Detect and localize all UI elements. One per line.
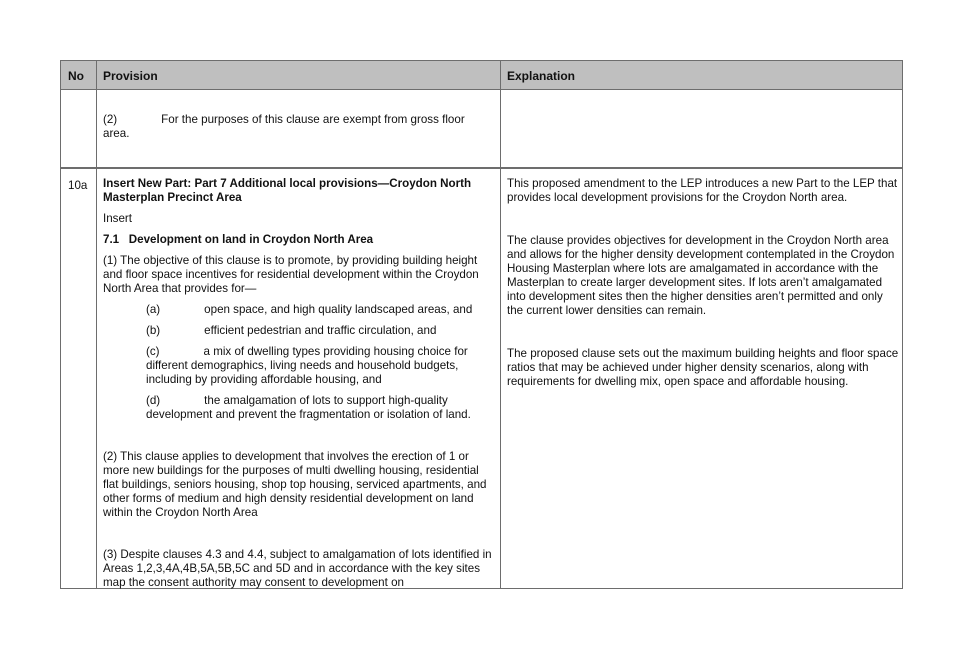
subclause-1: (1) The objective of this clause is to promote, by providing building height and floor space incentives for residential development within the Croydon North Area that provides for— <box>103 254 479 295</box>
subclause-3: (3) Despite clauses 4.3 and 4.4, subject to amalgamation of lots identified in Areas 1,2,3,4A,4B,5A,5B,5C and 5D and in accordance with the key sites map the consent authority may consent to development on <box>103 548 492 589</box>
subclause-1-items <box>146 303 493 422</box>
subclause-2: (2) This clause applies to development that involves the erection of 1 or more new buildings for the purposes of multi dwelling housing, residential flat buildings, seniors housing, shop top housing, serviced apartments, and other forms of medium and high density residential development on land within the Croydon North Area <box>103 450 487 519</box>
table-header-row <box>61 61 902 90</box>
row-divider <box>61 167 902 169</box>
list-item: (c) a mix of dwelling types providing housing choice for different demographics, living needs and household budgets, including by providing affordable housing, and <box>146 345 468 386</box>
provisions-table <box>60 60 903 589</box>
header-no: No <box>68 69 84 83</box>
column-divider <box>500 61 501 588</box>
list-item: (d) the amalgamation of lots to support high-quality development and prevent the fragmentation or isolation of land. <box>146 394 471 421</box>
list-item: (a) open space, and high quality landscaped areas, and <box>146 303 473 316</box>
clause-title: 7.1 Development on land in Croydon North Area <box>103 233 374 246</box>
table-row-2-explanation <box>507 177 899 389</box>
header-explanation: Explanation <box>507 69 576 83</box>
explanation-1: This proposed amendment to the LEP introduces a new Part to the LEP that provides local development provisions for the Croydon North area. <box>507 177 898 204</box>
table-row-2-provision <box>103 177 493 590</box>
list-item: (b) efficient pedestrian and traffic circulation, and <box>146 324 437 337</box>
column-divider <box>96 61 97 588</box>
explanation-2: The clause provides objectives for development in the Croydon North area and allows for the higher density development contemplated in the Croydon Housing Masterplan where lots are amalgamated in accordance with the Masterplan to create larger development sites. If lots aren’t amalgamated into development sites then the higher densities aren’t permitted and only the current lower densities can remain. <box>507 234 895 317</box>
clause-text: For the purposes of this clause are exempt from gross floor area. <box>103 113 465 140</box>
insert-label: Insert <box>103 212 132 225</box>
header-provision: Provision <box>103 69 158 83</box>
row-number: 10a <box>68 179 88 192</box>
explanation-3: The proposed clause sets out the maximum building heights and floor space ratios that may be achieved under higher density scenarios, along with requirements for dwelling mix, open space and affordable housing. <box>507 347 899 388</box>
table-row-1-provision <box>103 113 483 141</box>
clause-number: (2) <box>103 113 118 126</box>
part-heading: Insert New Part: Part 7 Additional local provisions—Croydon North Masterplan Precinct Area <box>103 177 472 204</box>
